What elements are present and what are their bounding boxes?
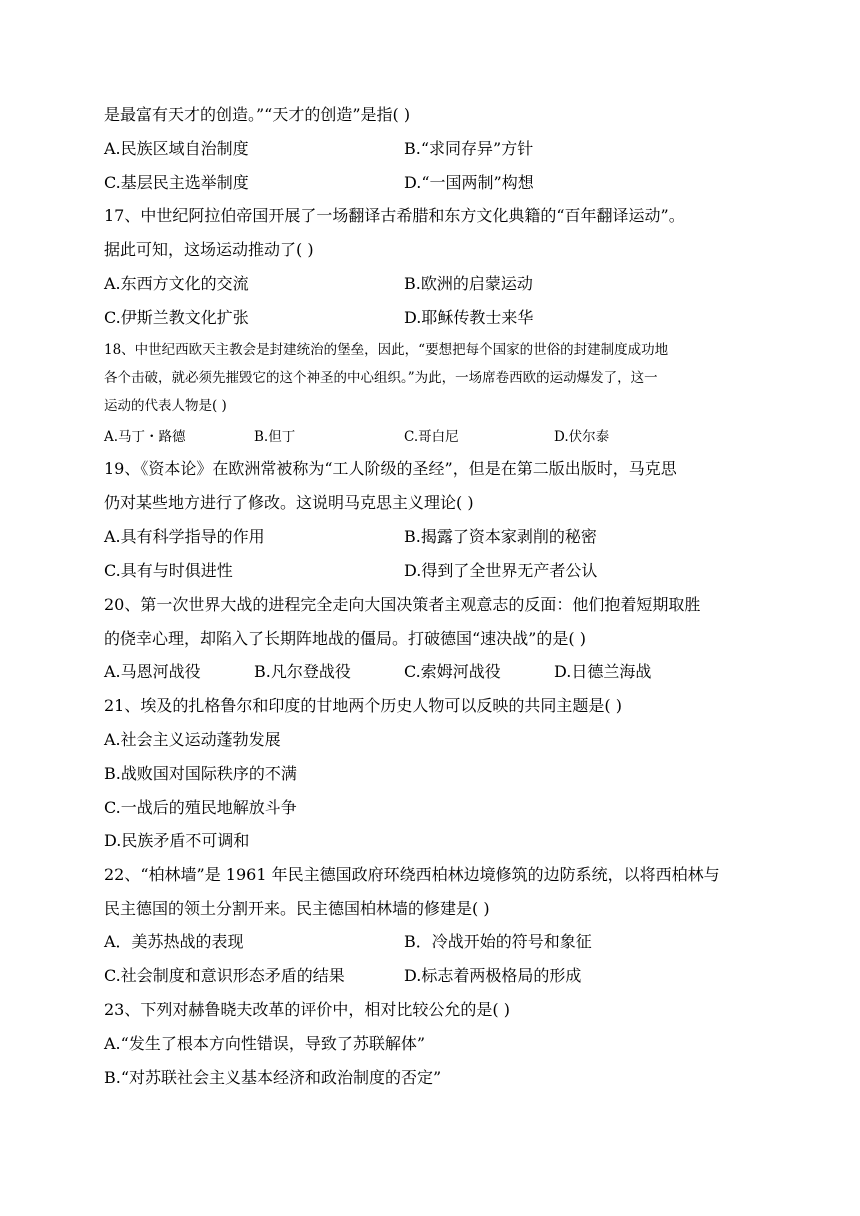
q22-option-c: C.社会制度和意识形态矛盾的结果	[104, 966, 345, 985]
q20-option-d: D.日德兰海战	[554, 662, 652, 681]
q20-option-a: A.马恩河战役	[104, 662, 201, 681]
q21-option-c: C.一战后的殖民地解放斗争	[104, 798, 297, 817]
q21-stem: 21、埃及的扎格鲁尔和印度的甘地两个历史人物可以反映的共同主题是( )	[104, 696, 622, 715]
q18-stem-line-2: 各个击破，就必须先摧毁它的这个神圣的中心组织。”为此，一场席卷西欧的运动爆发了，这一	[104, 370, 658, 386]
q18-option-a: A.马丁・路德	[104, 429, 186, 445]
q19-stem-line-1: 19、《资本论》在欧洲常被称为“工人阶级的圣经”，但是在第二版出版时，马克思	[104, 459, 677, 478]
q23-option-b: B.“对苏联社会主义基本经济和政治制度的否定”	[104, 1068, 442, 1087]
q17-option-b: B.欧洲的启蒙运动	[404, 274, 533, 293]
q19-option-b: B.揭露了资本家剥削的秘密	[404, 527, 597, 546]
q18-stem-line-1: 18、中世纪西欧天主教会是封建统治的堡垒，因此，“要想把每个国家的世俗的封建制度成功地	[104, 342, 669, 358]
q19-option-d: D.得到了全世界无产者公认	[404, 561, 598, 580]
q22-stem-line-2: 民主德国的领土分割开来。民主德国柏林墙的修建是( )	[104, 899, 490, 918]
q17-option-a: A.东西方文化的交流	[104, 274, 249, 293]
q17-option-c: C.伊斯兰教文化扩张	[104, 308, 249, 327]
q16-stem-tail: 是最富有天才的创造。”“天才的创造”是指( )	[104, 105, 411, 124]
q21-option-b: B.战败国对国际秩序的不满	[104, 764, 297, 783]
q16-option-a: A.民族区域自治制度	[104, 139, 249, 158]
q23-option-a: A.“发生了根本方向性错误，导致了苏联解体”	[104, 1034, 426, 1053]
q18-stem-line-3: 运动的代表人物是( )	[104, 398, 227, 414]
q18-option-d: D.伏尔泰	[554, 429, 610, 445]
q16-option-b: B.“求同存异”方针	[404, 139, 534, 158]
q22-option-a: A．美苏热战的表现	[104, 932, 244, 951]
q23-stem: 23、下列对赫鲁晓夫改革的评价中，相对比较公允的是( )	[104, 1000, 510, 1019]
q22-option-d: D.标志着两极格局的形成	[404, 966, 582, 985]
q17-option-d: D.耶稣传教士来华	[404, 308, 534, 327]
q20-option-c: C.索姆河战役	[404, 662, 501, 681]
q16-option-c: C.基层民主选举制度	[104, 173, 249, 192]
q20-option-b: B.凡尔登战役	[254, 662, 351, 681]
q17-stem-line-2: 据此可知，这场运动推动了( )	[104, 240, 314, 259]
q21-option-a: A.社会主义运动蓬勃发展	[104, 730, 281, 749]
q19-option-c: C.具有与时俱进性	[104, 561, 233, 580]
q18-option-c: C.哥白尼	[404, 429, 459, 445]
q20-stem-line-2: 的侥幸心理，却陷入了长期阵地战的僵局。打破德国“速决战”的是( )	[104, 629, 586, 648]
q18-option-b: B.但丁	[254, 429, 296, 445]
q19-option-a: A.具有科学指导的作用	[104, 527, 265, 546]
q17-stem-line-1: 17、中世纪阿拉伯帝国开展了一场翻译古希腊和东方文化典籍的“百年翻译运动”。	[104, 206, 685, 225]
q16-option-d: D.“一国两制”构想	[404, 173, 534, 192]
q21-option-d: D.民族矛盾不可调和	[104, 831, 250, 850]
q19-stem-line-2: 仍对某些地方进行了修改。这说明马克思主义理论( )	[104, 493, 474, 512]
q22-option-b: B．冷战开始的符号和象征	[404, 932, 592, 951]
q22-stem-line-1: 22、“柏林墙”是 1961 年民主德国政府环绕西柏林边境修筑的边防系统，以将西柏林与	[104, 865, 720, 884]
q20-stem-line-1: 20、第一次世界大战的进程完全走向大国决策者主观意志的反面：他们抱着短期取胜	[104, 595, 701, 614]
